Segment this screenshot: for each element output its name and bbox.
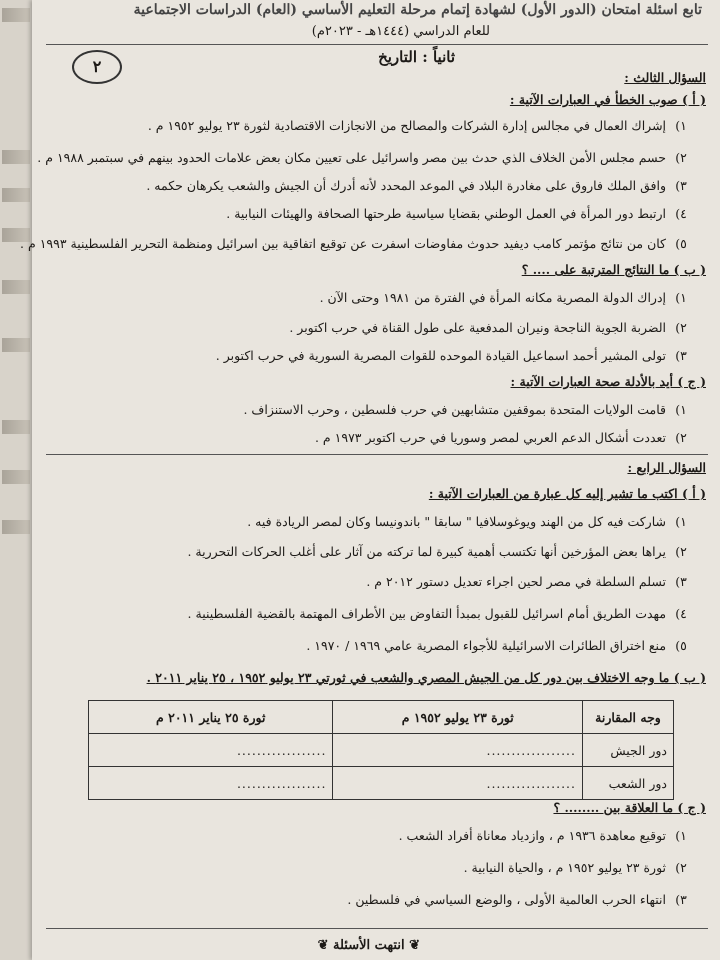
subject-title: ثانياً : التاريخ <box>378 48 455 66</box>
answer-blank: .................. <box>89 767 333 800</box>
q4a-item-3: ٣) تسلم السلطة في مصر لحين اجراء تعديل دستور ٢٠١٢ م . <box>366 574 687 589</box>
section-divider <box>46 454 708 455</box>
exam-header-title: تابع اسئلة امتحان (الدور الأول) لشهادة إتمام مرحلة التعليم الأساسي (العام) الدراسات الاجتماعية <box>133 2 702 18</box>
table-row <box>89 734 674 767</box>
question-4-title: السؤال الرابع : <box>627 460 706 475</box>
header-divider <box>46 44 708 45</box>
question-3-title: السؤال الثالث : <box>624 70 706 85</box>
table-header-cell: ثورة ٢٥ يناير ٢٠١١ م <box>89 701 333 734</box>
q3c-item-1: ١) قامت الولايات المتحدة بموقفين متشابهين في حرب فلسطين ، وحرب الاستنزاف . <box>243 402 687 417</box>
q3a-item-3: ٣) وافق الملك فاروق على مغادرة البلاد في الموعد المحدد لأنه أدرك أن الجيش والشعب يكرهان حكمه . <box>146 178 687 193</box>
table-header-cell: ثورة ٢٣ يوليو ١٩٥٢ م <box>333 701 583 734</box>
page-number-badge: ٢ <box>72 50 122 84</box>
exam-page <box>20 0 720 960</box>
q4-part-a-label: ( أ ) اكتب ما تشير إليه كل عبارة من العبارات الآتية : <box>428 486 706 501</box>
q3b-item-2: ٢) الضربة الجوية الناجحة ونيران المدفعية على طول القناة في حرب اكتوبر . <box>289 320 687 335</box>
answer-blank: .................. <box>89 734 333 767</box>
adjacent-page-edge <box>0 0 35 960</box>
edge-text-fragment <box>2 470 30 484</box>
q3a-item-4: ٤) ارتبط دور المرأة في العمل الوطني بقضايا سياسية طرحتها الصحافة والهيئات النيابية . <box>226 206 687 221</box>
q3b-item-3: ٣) تولى المشير أحمد اسماعيل القيادة الموحده للقوات المصرية السورية في حرب اكتوبر . <box>215 348 687 363</box>
q4c-item-1: ١) توقيع معاهدة ١٩٣٦ م ، وازدياد معاناة أفراد الشعب . <box>398 828 687 843</box>
q4a-item-4: ٤) مهدت الطريق أمام اسرائيل للقبول بمبدأ التفاوض بين الأطراف المهتمة بالقضية الفلسطينية . <box>187 606 687 621</box>
edge-text-fragment <box>2 280 30 294</box>
row-label: دور الجيش <box>583 734 674 767</box>
footer-divider <box>46 928 708 929</box>
academic-year: للعام الدراسي (١٤٤٤هـ - ٢٠٢٣م) <box>311 24 490 39</box>
q4-part-c-label: ( ج ) ما العلاقة بين ........ ؟ <box>553 800 706 815</box>
row-label: دور الشعب <box>583 767 674 800</box>
q3b-item-1: ١) إدراك الدولة المصرية مكانه المرأة في الفترة من ١٩٨١ وحتى الآن . <box>319 290 687 305</box>
edge-text-fragment <box>2 338 30 352</box>
table-header-cell: وجه المقارنة <box>583 701 674 734</box>
q4a-item-2: ٢) يراها بعض المؤرخين أنها تكتسب أهمية كبيرة لما تركته من آثار على أغلب الحركات التحررية . <box>187 544 687 559</box>
q3c-item-2: ٢) تعددت أشكال الدعم العربي لمصر وسوريا في حرب اكتوبر ١٩٧٣ م . <box>314 430 687 445</box>
q3-part-b-label: ( ب ) ما النتائج المترتبة على .... ؟ <box>521 262 706 277</box>
q4a-item-1: ١) شاركت فيه كل من الهند ويوغوسلافيا " سابقا " باندونيسا وكان لمصر الريادة فيه . <box>247 514 687 529</box>
edge-text-fragment <box>2 520 30 534</box>
q4a-item-5: ٥) منع اختراق الطائرات الاسرائيلية للأجواء المصرية عامي ١٩٦٩ / ١٩٧٠ . <box>306 638 687 653</box>
q3-part-c-label: ( ج ) أيد بالأدلة صحة العبارات الآتية : <box>510 374 706 389</box>
edge-text-fragment <box>2 420 30 434</box>
answer-blank: .................. <box>333 734 583 767</box>
q4c-item-3: ٣) انتهاء الحرب العالمية الأولى ، والوضع السياسي في فلسطين . <box>347 892 687 907</box>
edge-text-fragment <box>2 8 30 22</box>
q3a-item-2: ٢) حسم مجلس الأمن الخلاف الذي حدث بين مصر واسرائيل على تعيين مكان بعض علامات الحدود بينهم في سبتمبر ١٩٨٨ م . <box>37 150 687 165</box>
q3a-item-1: ١) إشراك العمال في مجالس إدارة الشركات والمصالح من الانجازات الاقتصادية لثورة ٢٣ يوليو ١٩٥٢ م . <box>147 118 687 133</box>
table-header-row <box>89 701 674 734</box>
q3a-item-5: ٥) كان من نتائج مؤتمر كامب ديفيد حدوث مفاوضات اسفرت عن توقيع اتفاقية بين اسرائيل ومنظمة التحرير الفلسطينية ١٩٩٣ م . <box>20 236 687 251</box>
q4-part-b-label: ( ب ) ما وجه الاختلاف بين دور كل من الجيش المصري والشعب في ثورتي ٢٣ يوليو ١٩٥٢ ، ٢٥ يناير ٢٠١١ . <box>146 670 706 685</box>
comparison-table <box>88 700 674 800</box>
q4c-item-2: ٢) ثورة ٢٣ يوليو ١٩٥٢ م ، والحياة النيابية . <box>463 860 687 875</box>
table-row <box>89 767 674 800</box>
edge-text-fragment <box>2 150 30 164</box>
answer-blank: .................. <box>333 767 583 800</box>
q3-part-a-label: ( أ ) صوب الخطأ في العبارات الآتية : <box>509 92 706 107</box>
edge-text-fragment <box>2 188 30 202</box>
end-of-questions: ❦ انتهت الأسئلة ❦ <box>317 938 420 953</box>
